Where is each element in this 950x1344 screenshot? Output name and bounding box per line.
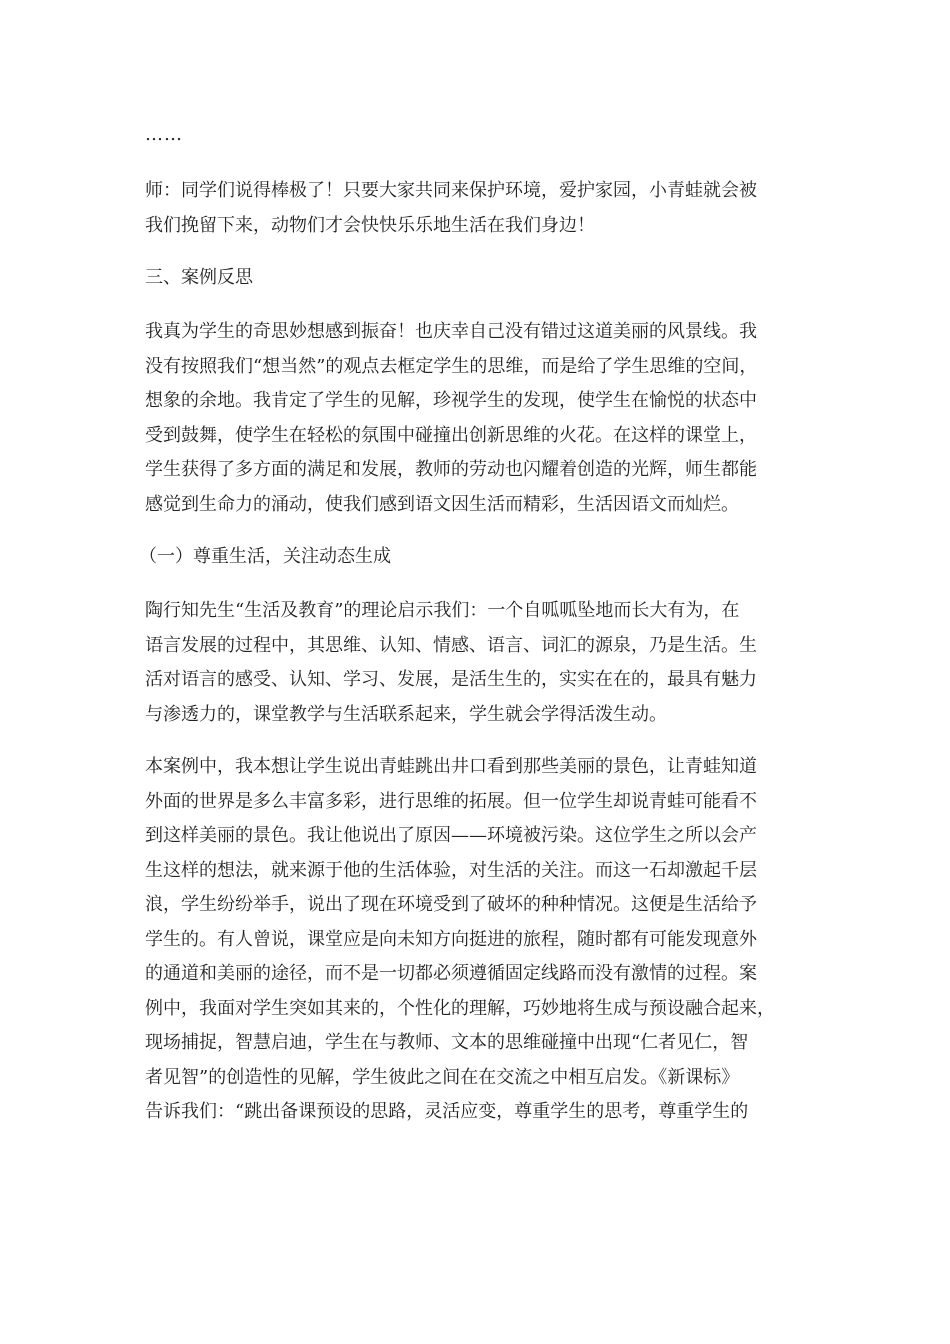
case-paragraph (145, 750, 807, 1130)
text-line: 学生的。有人曾说，课堂应是向未知方向挺进的旅程，随时都有可能发现意外 (145, 928, 757, 950)
text-line: 本案例中，我本想让学生说出青蛙跳出井口看到那些美丽的景色，让青蛙知道 (145, 756, 757, 777)
tao-paragraph (145, 594, 807, 732)
text-line: 生这样的想法，就来源于他的生活体验，对生活的关注。而这一石却激起千层 (145, 859, 757, 881)
text-line: 语言发展的过程中，其思维、认知、情感、语言、词汇的源泉，乃是生活。生 (145, 634, 757, 656)
text-line: 学生获得了多方面的满足和发展，教师的劳动也闪耀着创造的光辉，师生都能 (145, 459, 757, 480)
teacher-paragraph (145, 174, 807, 243)
text-line: 我们挽留下来，动物们才会快快乐乐地生活在我们身边！ (145, 214, 595, 236)
reflection-paragraph (145, 315, 807, 522)
text-line: 浪，学生纷纷举手，说出了现在环境受到了破坏的种种情况。这便是生活给予 (145, 894, 757, 915)
text-line: 告诉我们：“跳出备课预设的思路，灵活应变，尊重学生的思考，尊重学生的 (145, 1101, 749, 1122)
sub-heading: （一）尊重生活，关注动态生成 (139, 546, 391, 567)
text-line: 的通道和美丽的途径，而不是一切都必须遵循固定线路而没有激情的过程。案 (145, 963, 757, 984)
text-line: 感觉到生命力的涌动，使我们感到语文因生活而精彩，生活因语文而灿烂。 (145, 493, 739, 515)
text-line: 者见智”的创造性的见解，学生彼此之间在在交流之中相互启发。《新课标》 (145, 1066, 740, 1088)
text-line: 现场捕捉，智慧启迪，学生在与教师、文本的思维碰撞中出现“仁者见仁，智 (145, 1032, 749, 1053)
text-line: 师：同学们说得棒极了！只要大家共同来保护环境，爱护家园，小青蛙就会被 (145, 180, 757, 201)
text-line: 活对语言的感受、认知、学习、发展，是活生生的，实实在在的，最具有魅力 (145, 669, 757, 690)
document-page (139, 118, 807, 1148)
text-line: 我真为学生的奇思妙想感到振奋！也庆幸自己没有错过这道美丽的风景线。我 (145, 321, 757, 342)
text-line: 陶行知先生“生活及教育”的理论启示我们：一个自呱呱坠地而长大有为，在 (145, 600, 740, 621)
text-line: 没有按照我们“想当然”的观点去框定学生的思维，而是给了学生思维的空间， (145, 355, 758, 377)
text-line: 受到鼓舞，使学生在轻松的氛围中碰撞出创新思维的火花。在这样的课堂上， (145, 424, 757, 446)
text-line: 与渗透力的，课堂教学与生活联系起来，学生就会学得活泼生动。 (145, 703, 667, 725)
ellipsis-text: …… (145, 124, 183, 145)
text-line: 外面的世界是多么丰富多彩，进行思维的拓展。但一位学生却说青蛙可能看不 (145, 790, 757, 812)
section-heading: 三、案例反思 (145, 267, 253, 288)
text-line: 到这样美丽的景色。我让他说出了原因——环境被污染。这位学生之所以会产 (145, 825, 757, 846)
text-line: 想象的余地。我肯定了学生的见解，珍视学生的发现，使学生在愉悦的状态中 (145, 390, 757, 411)
text-line: 例中，我面对学生突如其来的，个性化的理解，巧妙地将生成与预设融合起来， (145, 997, 775, 1019)
